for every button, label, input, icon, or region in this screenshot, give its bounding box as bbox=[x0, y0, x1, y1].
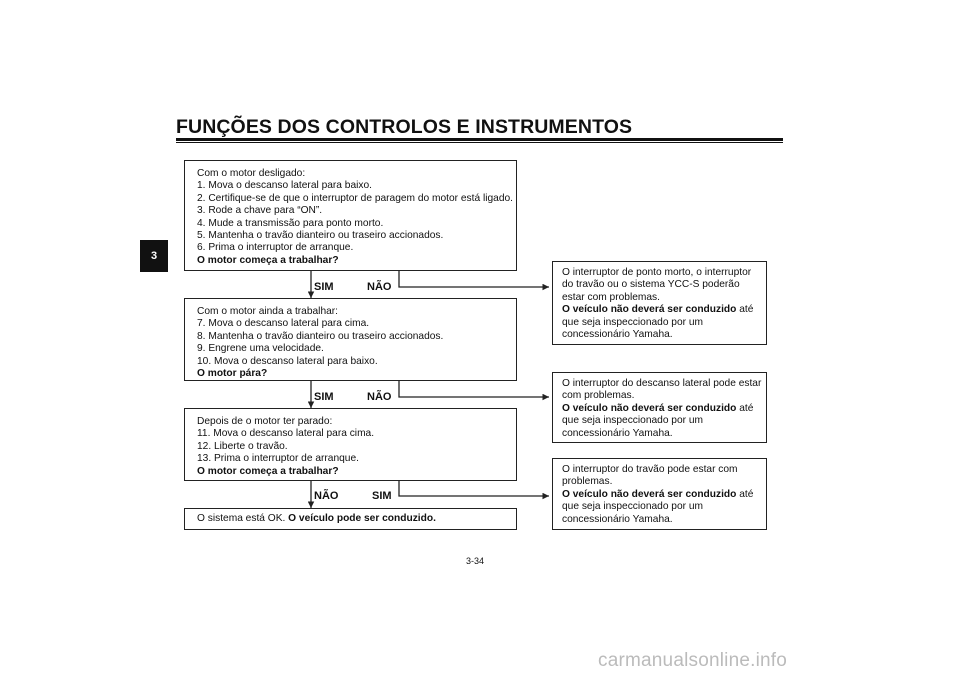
page-title: FUNÇÕES DOS CONTROLOS E INSTRUMENTOS bbox=[176, 116, 633, 138]
outcome-line: O interruptor do travão pode estar com bbox=[562, 464, 738, 475]
outcome-warning: O veículo não deverá ser conduzido bbox=[562, 488, 737, 500]
outcome-line: estar com problemas. bbox=[562, 291, 660, 303]
flow-step-box-3 bbox=[184, 408, 517, 481]
outcome-line: até bbox=[736, 488, 754, 500]
arrow-step1-to-outcome1 bbox=[399, 271, 549, 287]
outcome-line: que seja inspeccionado por um bbox=[562, 316, 704, 328]
branch-label-yes: SIM bbox=[314, 281, 334, 293]
page-number: 3-34 bbox=[466, 556, 485, 566]
outcome-line: que seja inspeccionado por um bbox=[562, 415, 704, 427]
outcome-line: concessionário Yamaha. bbox=[562, 427, 673, 439]
step-line: 9. Engrene uma velocidade. bbox=[197, 343, 324, 355]
step-line: 13. Prima o interruptor de arranque. bbox=[197, 453, 359, 465]
step-line: 10. Mova o descanso lateral para baixo. bbox=[197, 355, 378, 367]
step-line: 7. Mova o descanso lateral para cima. bbox=[197, 318, 370, 330]
flow-step-box-2 bbox=[184, 298, 517, 381]
flow-step-box-1 bbox=[184, 160, 517, 271]
outcome-line: até bbox=[736, 402, 754, 414]
arrow-step3-to-outcome3 bbox=[399, 481, 549, 496]
branch-label-no: NÃO bbox=[367, 391, 392, 403]
outcome-box-1 bbox=[552, 261, 767, 345]
step-line: 4. Mude a transmissão para ponto morto. bbox=[197, 217, 384, 229]
outcome-box-2 bbox=[552, 372, 767, 443]
result-bold: O veículo pode ser conduzido. bbox=[288, 513, 436, 524]
outcome-warning: O veículo não deverá ser conduzido bbox=[562, 304, 737, 316]
step-line: 12. Liberte o travão. bbox=[197, 440, 288, 452]
branch-label-yes: SIM bbox=[372, 490, 392, 502]
branch-label-no: NÃO bbox=[367, 281, 392, 293]
outcome-line: concessionário Yamaha. bbox=[562, 329, 673, 341]
arrow-step2-to-outcome2 bbox=[399, 381, 549, 397]
outcome-line: O interruptor de ponto morto, o interruptor bbox=[562, 267, 752, 278]
branch-label-no: NÃO bbox=[314, 490, 339, 502]
step-question: O motor pára? bbox=[197, 368, 268, 380]
outcome-warning: O veículo não deverá ser conduzido bbox=[562, 402, 737, 414]
outcome-box-3 bbox=[552, 458, 767, 530]
step-line: 8. Mantenha o travão dianteiro ou traseiro accionados. bbox=[197, 330, 444, 342]
branch-label-yes: SIM bbox=[314, 391, 334, 403]
chapter-tab: 3 bbox=[140, 240, 168, 272]
step-line: 5. Mantenha o travão dianteiro ou traseiro accionados. bbox=[197, 230, 444, 242]
outcome-line: concessionário Yamaha. bbox=[562, 513, 673, 525]
watermark: carmanualsonline.info bbox=[598, 650, 788, 671]
step-line: Com o motor ainda a trabalhar: bbox=[197, 306, 338, 317]
result-box bbox=[184, 508, 517, 530]
step-line: 11. Mova o descanso lateral para cima. bbox=[197, 428, 375, 440]
step-line: 3. Rode a chave para “ON”. bbox=[197, 205, 323, 217]
step-line: Depois de o motor ter parado: bbox=[197, 416, 333, 427]
outcome-line: que seja inspeccionado por um bbox=[562, 501, 704, 513]
outcome-line: com problemas. bbox=[562, 390, 635, 402]
result-text: O sistema está OK. bbox=[197, 513, 289, 524]
step-line: 2. Certifique-se de que o interruptor de paragem do motor está ligado. bbox=[197, 192, 513, 204]
outcome-line: do travão ou o sistema YCC-S poderão bbox=[562, 279, 740, 291]
step-question: O motor começa a trabalhar? bbox=[197, 254, 339, 266]
step-line: 1. Mova o descanso lateral para baixo. bbox=[197, 180, 372, 192]
step-line: 6. Prima o interruptor de arranque. bbox=[197, 242, 354, 254]
outcome-line: O interruptor do descanso lateral pode estar bbox=[562, 378, 762, 389]
step-line: Com o motor desligado: bbox=[197, 168, 306, 179]
outcome-line: até bbox=[736, 304, 754, 316]
step-question: O motor começa a trabalhar? bbox=[197, 465, 339, 477]
outcome-line: problemas. bbox=[562, 476, 613, 488]
